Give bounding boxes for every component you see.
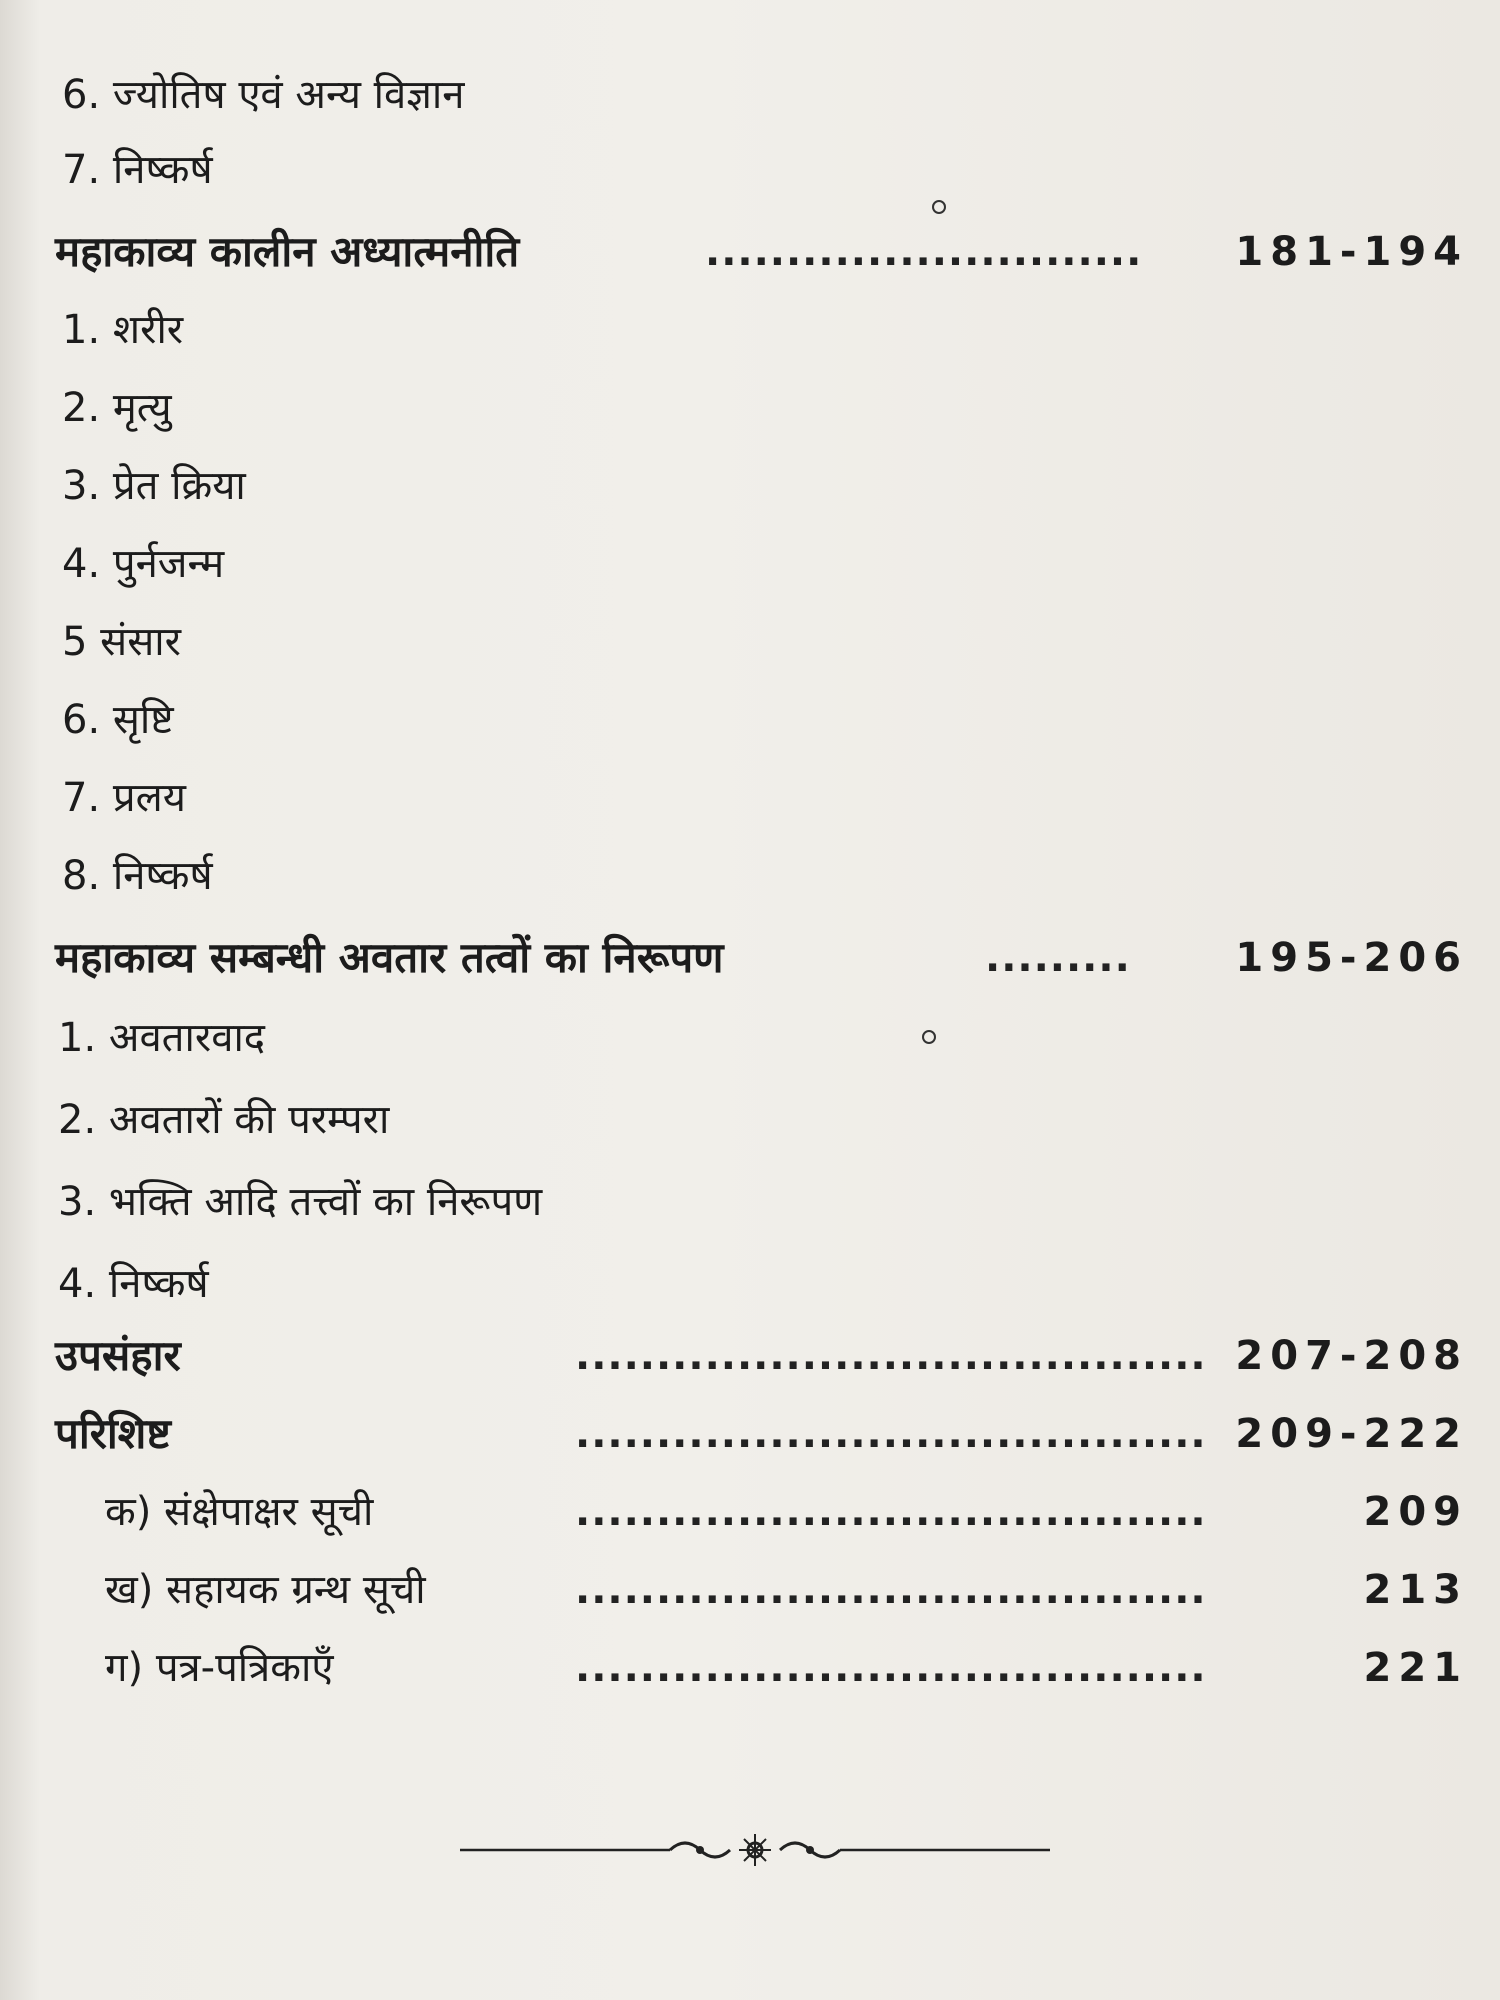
- page-range: 195-206: [1235, 935, 1468, 981]
- toc-item: [0, 1008, 1500, 1068]
- page-range: 181-194: [1235, 229, 1468, 275]
- toc-subitem-label: क) संक्षेपाक्षर सूची: [105, 1489, 374, 1535]
- toc-item-label: 6. ज्योतिष एवं अन्य विज्ञान: [62, 72, 465, 118]
- leader-dots: ...........................: [705, 229, 1143, 275]
- leader-dots: .......................................: [575, 1567, 1207, 1613]
- toc-item: [0, 456, 1500, 516]
- toc-item: [0, 1172, 1500, 1232]
- toc-item-label: 3. प्रेत क्रिया: [62, 463, 246, 509]
- toc-item: [0, 378, 1500, 438]
- toc-item: [0, 1090, 1500, 1150]
- toc-subitem-row: [0, 1482, 1500, 1542]
- page-range: 207-208: [1235, 1333, 1468, 1379]
- toc-item-label: 8. निष्कर्ष: [62, 853, 213, 899]
- toc-heading-row: [0, 1404, 1500, 1464]
- leader-dots: .........: [985, 935, 1131, 981]
- toc-heading-row: [0, 928, 1500, 988]
- page-number: 213: [1363, 1567, 1468, 1613]
- decorative-divider-ornament: [460, 1830, 1050, 1870]
- toc-item-label: 2. अवतारों की परम्परा: [58, 1097, 390, 1143]
- toc-heading-row: [0, 1326, 1500, 1386]
- page-number: 221: [1363, 1645, 1468, 1691]
- toc-item: [0, 690, 1500, 750]
- toc-item: [0, 300, 1500, 360]
- toc-heading: परिशिष्ट: [55, 1409, 171, 1458]
- toc-heading-row: [0, 222, 1500, 282]
- leader-dots: .......................................: [575, 1645, 1207, 1691]
- leader-dots: .......................................: [575, 1333, 1207, 1379]
- toc-item-label: 1. शरीर: [62, 307, 184, 353]
- toc-item-label: 4. पुर्नजन्म: [62, 541, 225, 587]
- toc-subitem-row: [0, 1638, 1500, 1698]
- toc-subitem-label: ग) पत्र-पत्रिकाएँ: [105, 1645, 334, 1691]
- toc-heading: उपसंहार: [55, 1331, 181, 1380]
- stray-mark: [932, 200, 946, 214]
- toc-item-label: 5 संसार: [62, 619, 181, 665]
- toc-subitem-label: ख) सहायक ग्रन्थ सूची: [105, 1567, 426, 1613]
- toc-item: [0, 768, 1500, 828]
- toc-item: [0, 846, 1500, 906]
- toc-item-label: 1. अवतारवाद: [58, 1015, 266, 1061]
- toc-item: [0, 534, 1500, 594]
- toc-item: [0, 612, 1500, 672]
- toc-heading: महाकाव्य सम्बन्धी अवतार तत्वों का निरूपण: [55, 933, 724, 982]
- leader-dots: .......................................: [575, 1489, 1207, 1535]
- page-number: 209: [1363, 1489, 1468, 1535]
- toc-item-label: 4. निष्कर्ष: [58, 1261, 209, 1307]
- toc-item-label: 2. मृत्यु: [62, 385, 172, 431]
- toc-subitem-row: [0, 1560, 1500, 1620]
- page-range: 209-222: [1235, 1411, 1468, 1457]
- toc-item: [0, 65, 1500, 125]
- toc-item-label: 7. प्रलय: [62, 775, 186, 821]
- toc-heading: महाकाव्य कालीन अध्यात्मनीति: [55, 227, 520, 276]
- toc-item-label: 7. निष्कर्ष: [62, 147, 213, 193]
- toc-item: [0, 1254, 1500, 1314]
- leader-dots: .......................................: [575, 1411, 1207, 1457]
- toc-item-label: 3. भक्ति आदि तत्त्वों का निरूपण: [58, 1179, 543, 1225]
- toc-item: [0, 140, 1500, 200]
- stray-mark: [922, 1030, 936, 1044]
- toc-item-label: 6. सृष्टि: [62, 697, 174, 743]
